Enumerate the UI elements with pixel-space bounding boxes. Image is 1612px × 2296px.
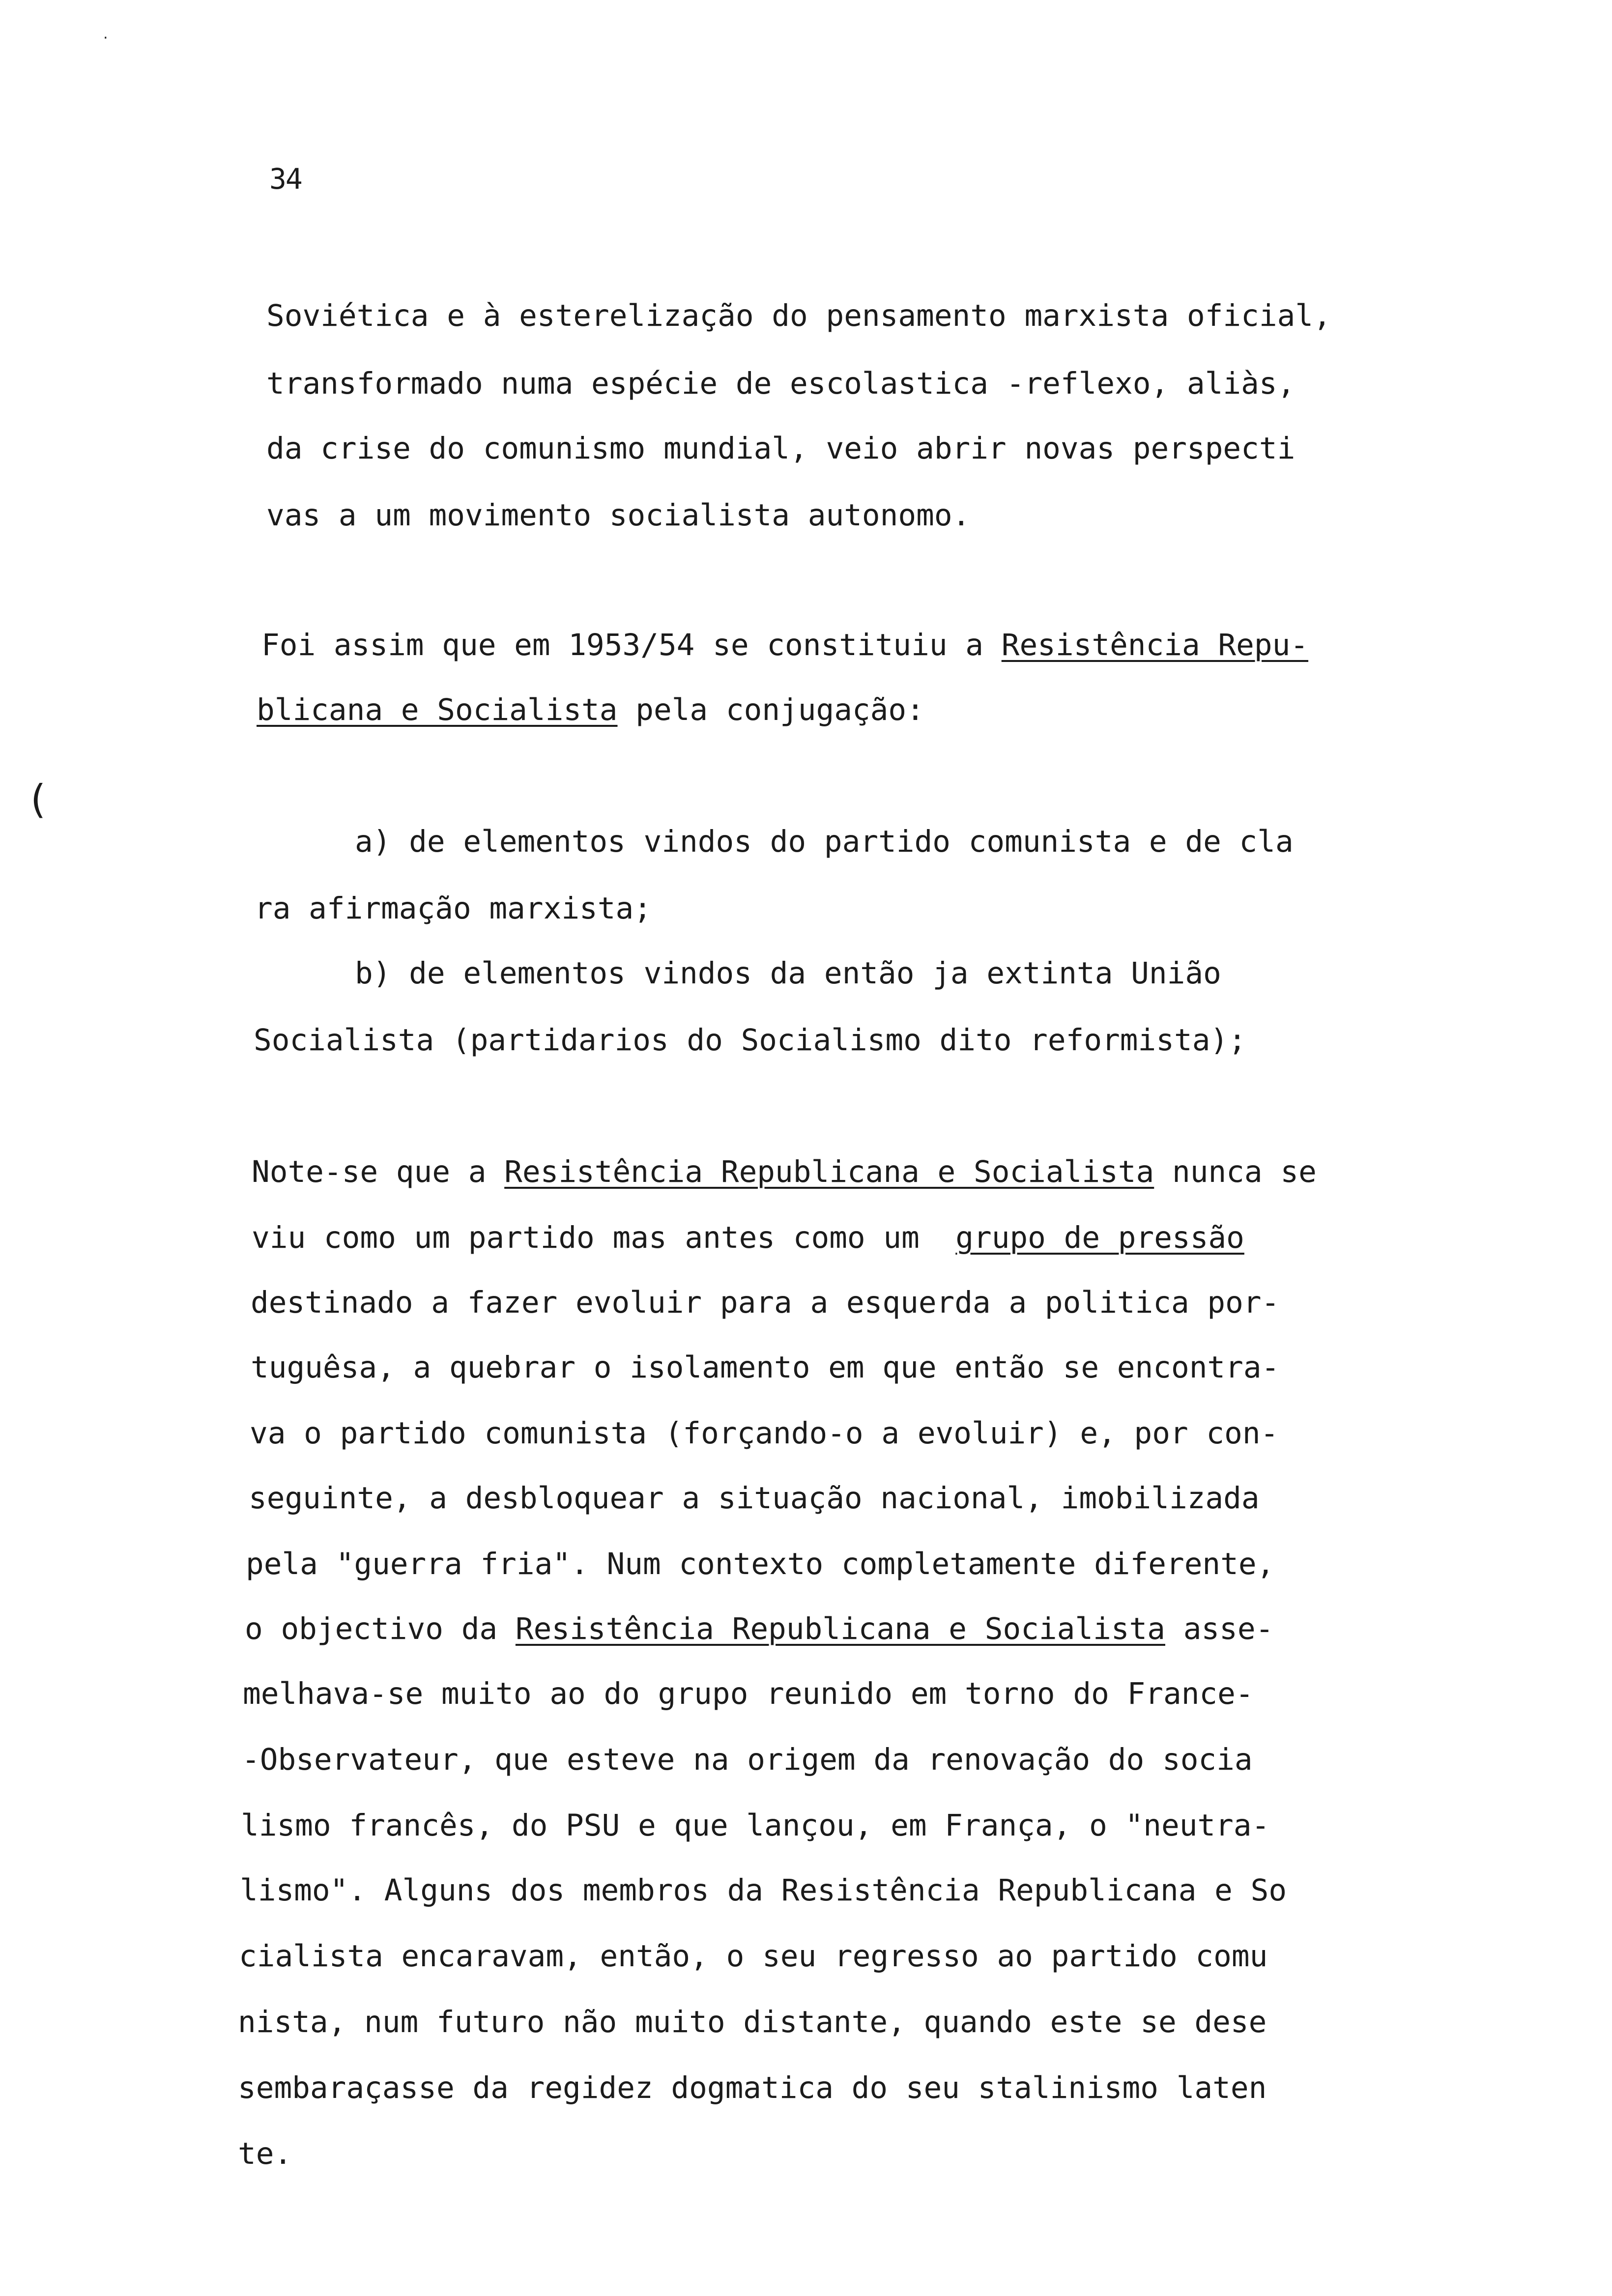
paragraph2-line-1 bbox=[261, 630, 1308, 660]
paragraph3-line-1 bbox=[252, 1154, 1317, 1189]
paragraph3-line-15: sembaraçasse da regidez dogmatica do seu stalinismo laten bbox=[238, 2070, 1267, 2105]
paragraph3-line-10: -Observateur, que esteve na origem da renovação do socia bbox=[242, 1742, 1253, 1777]
paragraph2-text: pela conjugação: bbox=[617, 692, 924, 727]
paragraph3-line-6: seguinte, a desbloquear a situação nacional, imobilizada bbox=[249, 1481, 1260, 1516]
paragraph2-line-2 bbox=[257, 692, 924, 727]
paragraph3-text: asse- bbox=[1165, 1611, 1274, 1646]
paragraph3-text: viu como um partido mas antes como um bbox=[252, 1220, 956, 1255]
paragraph1-line-2: transformado numa espécie de escolastica -reflexo, aliàs, bbox=[266, 366, 1295, 401]
pressure-group-underlined: grupo de pressão bbox=[955, 1220, 1244, 1255]
paragraph3-line-4: tuguêsa, a quebrar o isolamento em que então se encontra- bbox=[251, 1350, 1280, 1385]
paragraph3-line-9: melhava-se muito ao do grupo reunido em torno do France- bbox=[243, 1676, 1254, 1711]
paragraph3-line-3: destinado a fazer evoluir para a esquerda a politica por- bbox=[251, 1285, 1280, 1320]
paragraph3-text: o objectivo da bbox=[245, 1611, 516, 1646]
paragraph1-line-4: vas a um movimento socialista autonomo. bbox=[266, 498, 971, 533]
paragraph3-line-2 bbox=[252, 1220, 1244, 1255]
party-name-underlined: Resistência Republicana e Socialista bbox=[515, 1611, 1165, 1646]
list-item-b-line-2: Socialista (partidarios do Socialismo dito reformista); bbox=[254, 1023, 1246, 1058]
paragraph3-text: nunca se bbox=[1154, 1154, 1317, 1189]
paragraph2-text: Foi assim que em 1953/54 se constituiu a bbox=[261, 628, 1002, 662]
paragraph3-line-12: lismo". Alguns dos membros da Resistência Republicana e So bbox=[240, 1873, 1287, 1908]
party-name-underlined: blicana e Socialista bbox=[257, 692, 618, 727]
paragraph3-line-5: va o partido comunista (forçando-o a evoluir) e, por con- bbox=[250, 1416, 1279, 1451]
party-name-underlined: Resistência Repu- bbox=[1001, 628, 1309, 662]
list-item-a-line-2: ra afirmação marxista; bbox=[255, 891, 652, 926]
scan-dot-mark: · bbox=[103, 29, 108, 47]
paragraph3-line-16: te. bbox=[238, 2136, 292, 2171]
list-item-b-line-1: b) de elementos vindos da então ja extinta União bbox=[355, 956, 1221, 991]
paragraph3-text: Note-se que a bbox=[252, 1154, 505, 1189]
list-item-a-line-1: a) de elementos vindos do partido comunista e de cla bbox=[355, 824, 1294, 859]
paragraph1-line-3: da crise do comunismo mundial, veio abrir novas perspecti bbox=[266, 431, 1295, 466]
margin-bracket-mark: ( bbox=[30, 776, 46, 822]
page-number: 34 bbox=[269, 162, 302, 196]
paragraph3-line-14: nista, num futuro não muito distante, quando este se dese bbox=[238, 2005, 1267, 2039]
paragraph3-line-13: cialista encaravam, então, o seu regresso ao partido comu bbox=[239, 1939, 1268, 1974]
party-name-underlined: Resistência Republicana e Socialista bbox=[504, 1154, 1154, 1189]
paragraph3-line-11: lismo francês, do PSU e que lançou, em França, o "neutra- bbox=[241, 1808, 1270, 1843]
paragraph3-line-7: pela "guerra fria". Num contexto completamente diferente, bbox=[246, 1547, 1275, 1581]
paragraph1-line-1: Soviética e à esterelização do pensamento marxista oficial, bbox=[266, 298, 1331, 333]
paragraph3-line-8 bbox=[245, 1611, 1274, 1646]
